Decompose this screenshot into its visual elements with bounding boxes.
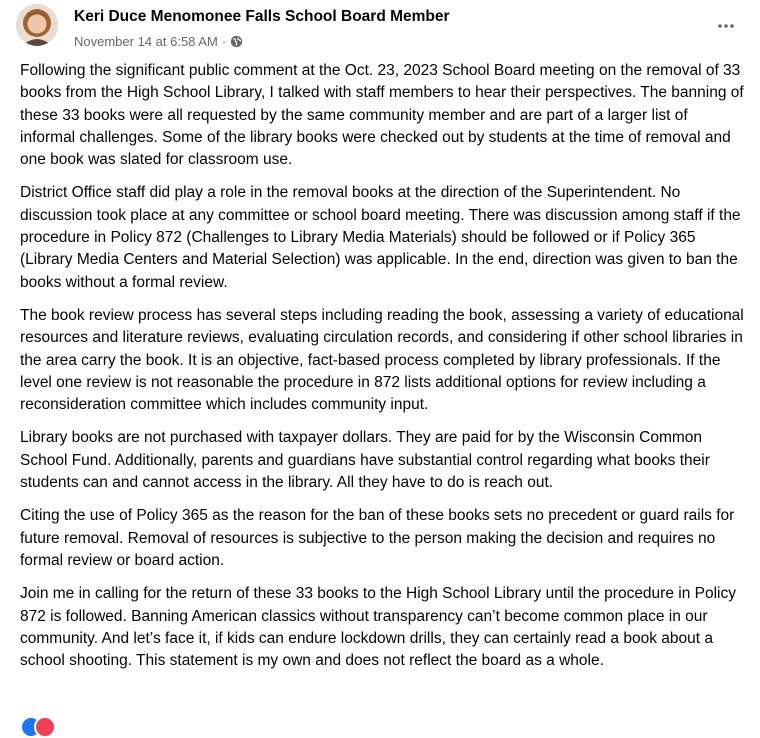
paragraph: Join me in calling for the return of these 33 books to the High School Library until the procedure in Policy 872 is followed. Banning American classics without transparency can’t become common place in our community. And let’s face it, if kids can endure lockdown drills, they can certainly read a book about a school shooting. This statement is my own and does not reflect the board as a whole. <box>20 585 736 670</box>
paragraph: Following the significant public comment at the Oct. 23, 2023 School Board meeting on the removal of 33 books from the High School Library, I talked with staff members to hear their perspectives. The banning of these 33 books were all requested by the same community member and are part of a larger list of informal challenges. Some of the library books were checked out by students at the time of removal and one book was slated for classroom use. <box>20 62 744 169</box>
more-options-icon[interactable] <box>714 14 738 38</box>
paragraph: Citing the use of Policy 365 as the reason for the ban of these books sets no precedent or guard rails for future removal. Removal of resources is subjective to the person making the decision and requires no formal review or board action. <box>20 507 735 569</box>
paragraph: The book review process has several steps including reading the book, assessing a variety of educational resources and literature reviews, evaluating circulation records, and considering if other school libraries in the area carry the book. It is an objective, fact-based process completed by library professionals. If the level one review is not reasonable the procedure in 872 lists additional options for review including a reconsideration committee which includes community input. <box>20 306 744 414</box>
meta-separator: · <box>221 34 227 49</box>
post-body <box>20 60 744 683</box>
love-reaction-icon <box>34 716 56 738</box>
reactions-bar[interactable] <box>20 716 60 734</box>
post-meta <box>74 34 243 49</box>
author-name[interactable]: Keri Duce Menomonee Falls School Board Member <box>74 8 450 25</box>
avatar[interactable] <box>16 4 58 46</box>
profile-photo <box>16 4 58 46</box>
post-header <box>16 4 744 56</box>
paragraph: Library books are not purchased with taxpayer dollars. They are paid for by the Wisconsin Common School Fund. Additionally, parents and guardians have substantial control regarding what books their students can and cannot access in the library. All they have to do is reach out. <box>20 429 710 492</box>
post-timestamp[interactable]: November 14 at 6:58 AM <box>74 34 218 49</box>
paragraph: District Office staff did play a role in the removal books at the direction of the Superintendent. No discussion took place at any committee or school board meeting. There was discussion among staff if the procedure in Policy 872 (Challenges to Library Media Materials) should be followed or if Policy 365 (Library Media Centers and Material Selection) was applicable. In the end, direction was given to ban the books without a formal review. <box>20 184 741 291</box>
globe-icon[interactable] <box>230 35 243 48</box>
